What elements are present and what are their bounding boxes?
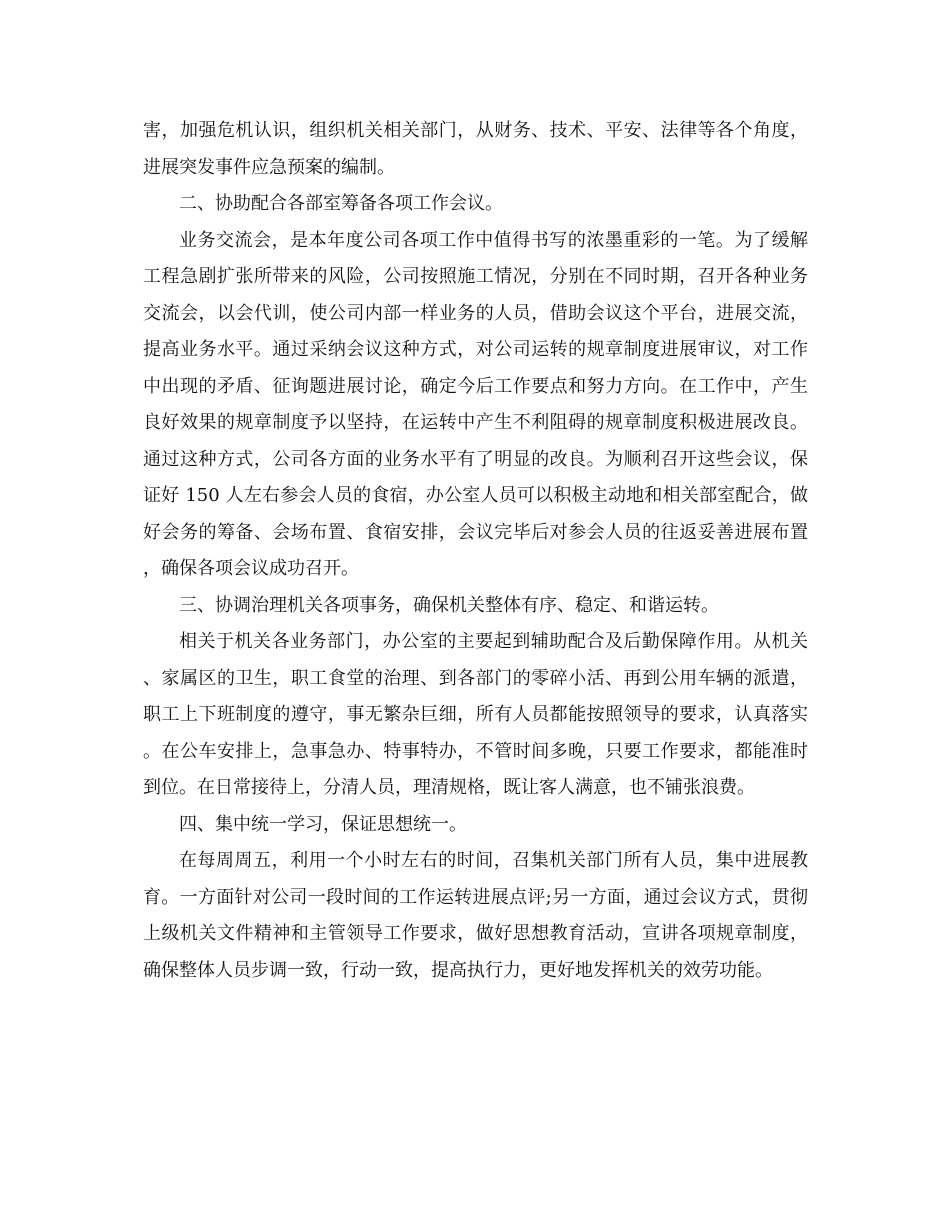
paragraph-business-meetings: 业务交流会，是本年度公司各项工作中值得书写的浓墨重彩的一笔。为了缓解工程急剧扩张所带来的风险，公司按照施工情况，分别在不同时期，召开各种业务交流会，以会代训，使公司内部一样业务的人员，借助会议这个平台，进展交流，提高业务水平。通过采纳会议这种方式，对公司运转的规章制度进展审议，对工作中出现的矛盾、征询题进展讨论，确定今后工作要点和努力方向。在工作中，产生良好效果的规章制度予以坚持，在运转中产生不利阻碍的规章制度积极进展改良。通过这种方式，公司各方面的业务水平有了明显的改良。为顺利召开这些会议，保证好 150 人左右参会人员的食宿，办公室人员可以积极主动地和相关部室配合，做好会务的筹备、会场布置、食宿安排，会议完毕后对参会人员的往返妥善进展布置，确保各项会议成功召开。 bbox=[143, 229, 808, 579]
paragraph-weekly-study: 在每周周五，利用一个小时左右的时间，召集机关部门所有人员，集中进展教育。一方面针对公司一段时间的工作运转进展点评;另一方面，通过会议方式，贯彻上级机关文件精神和主管领导工作要求，做好思想教育活动，宣讲各项规章制度，确保整体人员步调一致，行动一致，提高执行力，更好地发挥机关的效劳功能。 bbox=[143, 850, 808, 981]
section-heading-4: 四、集中统一学习，保证思想统一。 bbox=[179, 813, 467, 835]
paragraph-continuation: 害，加强危机认识，组织机关相关部门，从财务、技术、平安、法律等各个角度，进展突发事件应急预案的编制。 bbox=[143, 120, 808, 178]
section-heading-2: 二、协助配合各部室筹备各项工作会议。 bbox=[179, 193, 503, 214]
document-body bbox=[143, 113, 808, 989]
paragraph-office-affairs: 相关于机关各业务部门，办公室的主要起到辅助配合及后勤保障作用。从机关、家属区的卫生，职工食堂的治理、到各部门的零碎小活、再到公用车辆的派遣，职工上下班制度的遵守，事无繁杂巨细，所有人员都能按照领导的要求，认真落实。在公车安排上，急事急办、特事特办，不管时间多晚，只要工作要求，都能准时到位。在日常接待上，分清人员，理清规格，既让客人满意，也不铺张浪费。 bbox=[143, 631, 808, 798]
section-heading-3: 三、协调治理机关各项事务，确保机关整体有序、稳定、和谐运转。 bbox=[179, 594, 719, 616]
